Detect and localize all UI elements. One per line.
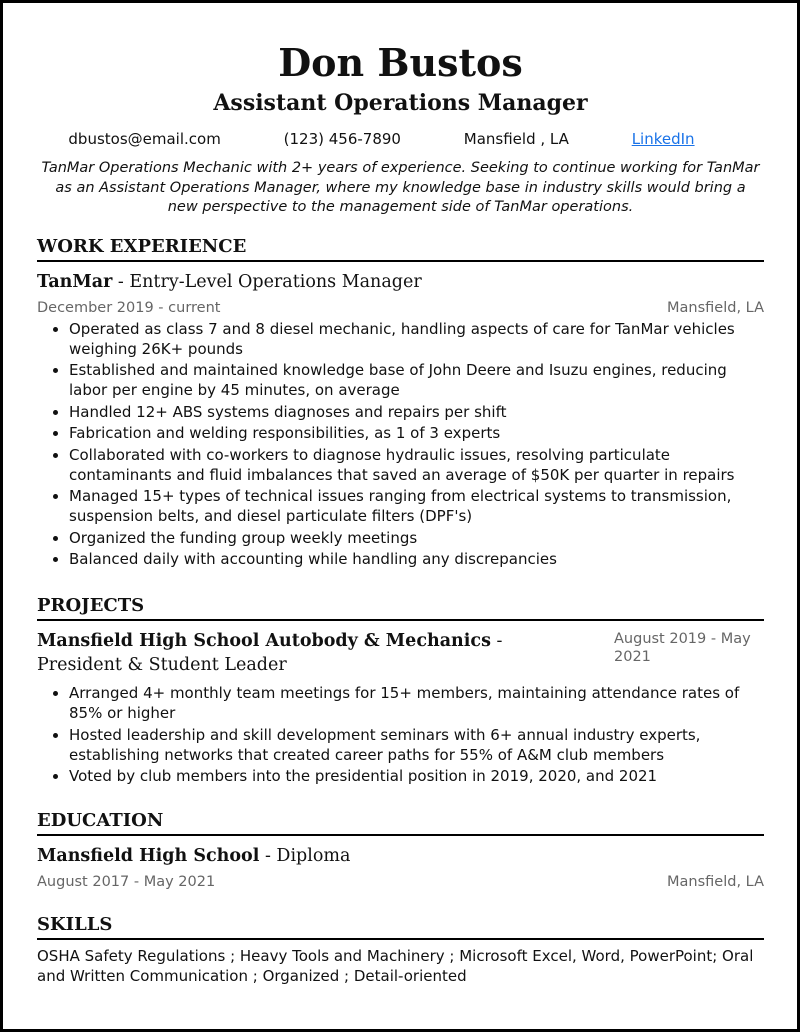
education-meta: [37, 872, 764, 892]
list-item: • Collaborated with co-workers to diagnose hydraulic issues, resolving particulate contaminants and fluid imbalances that saved an average of $50K per quarter in repairs: [69, 445, 764, 485]
list-item: • Voted by club members into the presidential position in 2019, 2020, and 2021: [69, 766, 764, 786]
skills-text: OSHA Safety Regulations ; Heavy Tools and Machinery ; Microsoft Excel, Word, PowerPoint; Oral and Written Communication ; Organized ; Detail-oriented: [37, 947, 754, 985]
candidate-role: Assistant Operations Manager: [213, 90, 588, 116]
project-role: President & Student Leader: [37, 655, 287, 675]
list-item: • Balanced daily with accounting while handling any discrepancies: [69, 549, 764, 569]
list-item: • Hosted leadership and skill development seminars with 6+ annual industry experts, establishing networks that created career paths for 55% of A&M club members: [69, 725, 764, 765]
resume-page: [3, 41, 797, 986]
summary-text: TanMar Operations Mechanic with 2+ years of experience. Seeking to continue working for TanMar as an Assistant Operations Manager, where my knowledge base in industry skills would bring a new perspective to the management side of TanMar operations.: [41, 160, 760, 215]
project-dates: August 2019 - May 2021: [614, 631, 751, 665]
list-item: • Arranged 4+ monthly team meetings for 15+ members, maintaining attendance rates of 85% or higher: [69, 683, 764, 723]
list-item: • Handled 12+ ABS systems diagnoses and repairs per shift: [69, 402, 764, 422]
project-header: [37, 629, 764, 677]
location-text: Mansfield , LA: [463, 130, 569, 148]
list-item: • Operated as class 7 and 8 diesel mechanic, handling aspects of care for TanMar vehicles weighing 26K+ pounds: [69, 319, 764, 359]
education-heading: EDUCATION: [37, 810, 764, 836]
education-location: Mansfield, LA: [667, 874, 764, 890]
company-name: TanMar: [37, 271, 113, 292]
email-text: dbustos@email.com: [68, 130, 221, 148]
job-position: Entry-Level Operations Manager: [129, 271, 422, 292]
list-item: • Managed 15+ types of technical issues ranging from electrical systems to transmission, suspension belts, and diesel particulate filters (DPF's): [69, 486, 764, 526]
contact-row: [37, 129, 764, 149]
phone-text: (123) 456-7890: [283, 130, 401, 148]
education-line: [37, 844, 764, 868]
title-separator: -: [259, 846, 277, 866]
linkedin-link[interactable]: LinkedIn: [631, 130, 695, 148]
work-bullet-list: [37, 319, 764, 570]
list-item: • Fabrication and welding responsibilities, as 1 of 3 experts: [69, 423, 764, 443]
job-dates: December 2019 - current: [37, 299, 221, 316]
job-title-line: [37, 270, 764, 294]
candidate-name: Don Bustos: [278, 40, 523, 85]
project-org: Mansfield High School Autobody & Mechanics: [37, 631, 491, 651]
work-experience-heading: WORK EXPERIENCE: [37, 236, 764, 262]
skills-heading: SKILLS: [37, 914, 764, 940]
title-separator: -: [490, 631, 503, 651]
project-title: [37, 629, 557, 677]
degree-name: Diploma: [276, 846, 351, 866]
list-item: • Established and maintained knowledge base of John Deere and Isuzu engines, reducing labor per engine by 45 minutes, on average: [69, 360, 764, 400]
job-meta: [37, 298, 764, 318]
education-dates: August 2017 - May 2021: [37, 874, 216, 890]
school-name: Mansfield High School: [37, 846, 260, 866]
projects-heading: PROJECTS: [37, 595, 764, 621]
title-separator: -: [112, 271, 130, 292]
project-bullet-list: [37, 683, 764, 786]
job-location: Mansfield, LA: [667, 299, 764, 316]
list-item: • Organized the funding group weekly meetings: [69, 528, 764, 548]
